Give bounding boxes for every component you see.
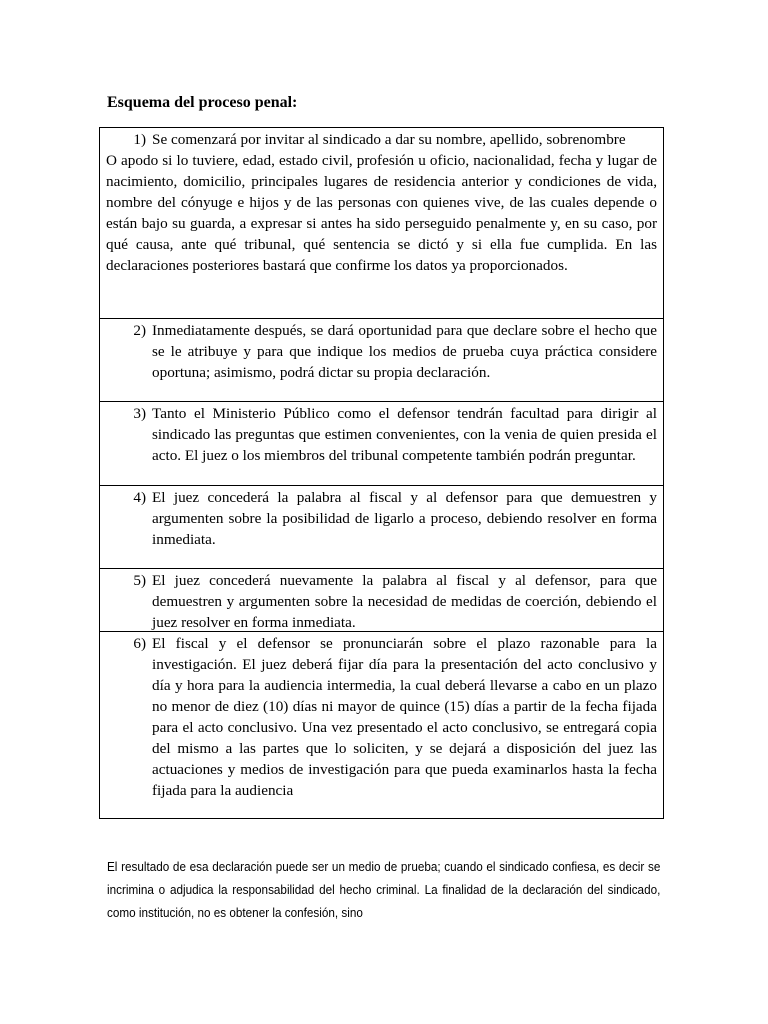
item-text: El juez concederá la palabra al fiscal y al defensor para que demuestren y argumenten sobre la posibilidad de ligarlo a proceso, debiendo resolver en forma inmediata. [152, 489, 657, 548]
item-number: 5) [133, 572, 146, 589]
list-item [106, 320, 657, 383]
table-row [100, 318, 663, 401]
list-item [106, 487, 657, 550]
body-paragraph: El resultado de esa declaración puede ser un medio de prueba; cuando el sindicado confiesa, es decir se incrimina o adjudica la responsabilidad del hecho criminal. La finalidad de la declaración del sindicado, como institución, no es obtener la confesión, sino [107, 860, 661, 920]
item-number: 4) [133, 489, 146, 506]
item-number: 1) [133, 131, 146, 148]
list-item [106, 129, 657, 150]
table-row [100, 631, 663, 818]
item-text: Tanto el Ministerio Público como el defensor tendrán facultad para dirigir al sindicado las preguntas que estimen convenientes, con la venia de quien presida el acto. El juez o los miembros del tribunal competente también podrán preguntar. [152, 405, 657, 464]
table-row [100, 128, 663, 318]
item-number: 6) [133, 635, 146, 652]
table-row [100, 401, 663, 485]
list-item [106, 403, 657, 466]
process-table [99, 127, 664, 819]
item-text: Se comenzará por invitar al sindicado a dar su nombre, apellido, sobrenombre [152, 131, 626, 148]
item-text: El fiscal y el defensor se pronunciarán sobre el plazo razonable para la investigación. El juez deberá fijar día para la presentación del acto conclusivo y día y hora para la audiencia intermedia, la cual deberá llevarse a cabo en un plazo no menor de diez (10) días ni mayor de quince (15) días a partir de la fecha fijada para el acto conclusivo. Una vez presentado el acto conclusivo, se entregará copia del mismo a las partes que lo soliciten, y se dejará a disposición del juez las actuaciones y medios de investigación para que pueda examinarlos hasta la fecha fijada para la audiencia [152, 635, 657, 799]
table-row [100, 485, 663, 568]
item-text: El juez concederá nuevamente la palabra al fiscal y al defensor, para que demuestren y argumenten sobre la necesidad de medidas de coerción, debiendo el juez resolver en forma inmediata. [152, 572, 657, 631]
item-number: 3) [133, 405, 146, 422]
table-row [100, 568, 663, 631]
item-text: Inmediatamente después, se dará oportunidad para que declare sobre el hecho que se le atribuye y para que indique los medios de prueba cuya práctica considere oportuna; asimismo, podrá dictar su propia declaración. [152, 322, 657, 381]
item-continuation: O apodo si lo tuviere, edad, estado civil, profesión u oficio, nacionalidad, fecha y lugar de nacimiento, domicilio, principales lugares de residencia anterior y condiciones de vida, nombre del cónyuge e hijos y de las personas con quienes vive, de las cuales depende o están bajo su guarda, a expresar si antes ha sido perseguido penalmente y, en su caso, por qué causa, ante qué tribunal, qué sentencia se dictó y si ella fue cumplida. En las declaraciones posteriores bastará que confirme los datos ya proporcionados. [106, 152, 657, 274]
list-item [106, 570, 657, 633]
list-item [106, 633, 657, 801]
item-number: 2) [133, 322, 146, 339]
page-title: Esquema del proceso penal: [107, 94, 298, 111]
